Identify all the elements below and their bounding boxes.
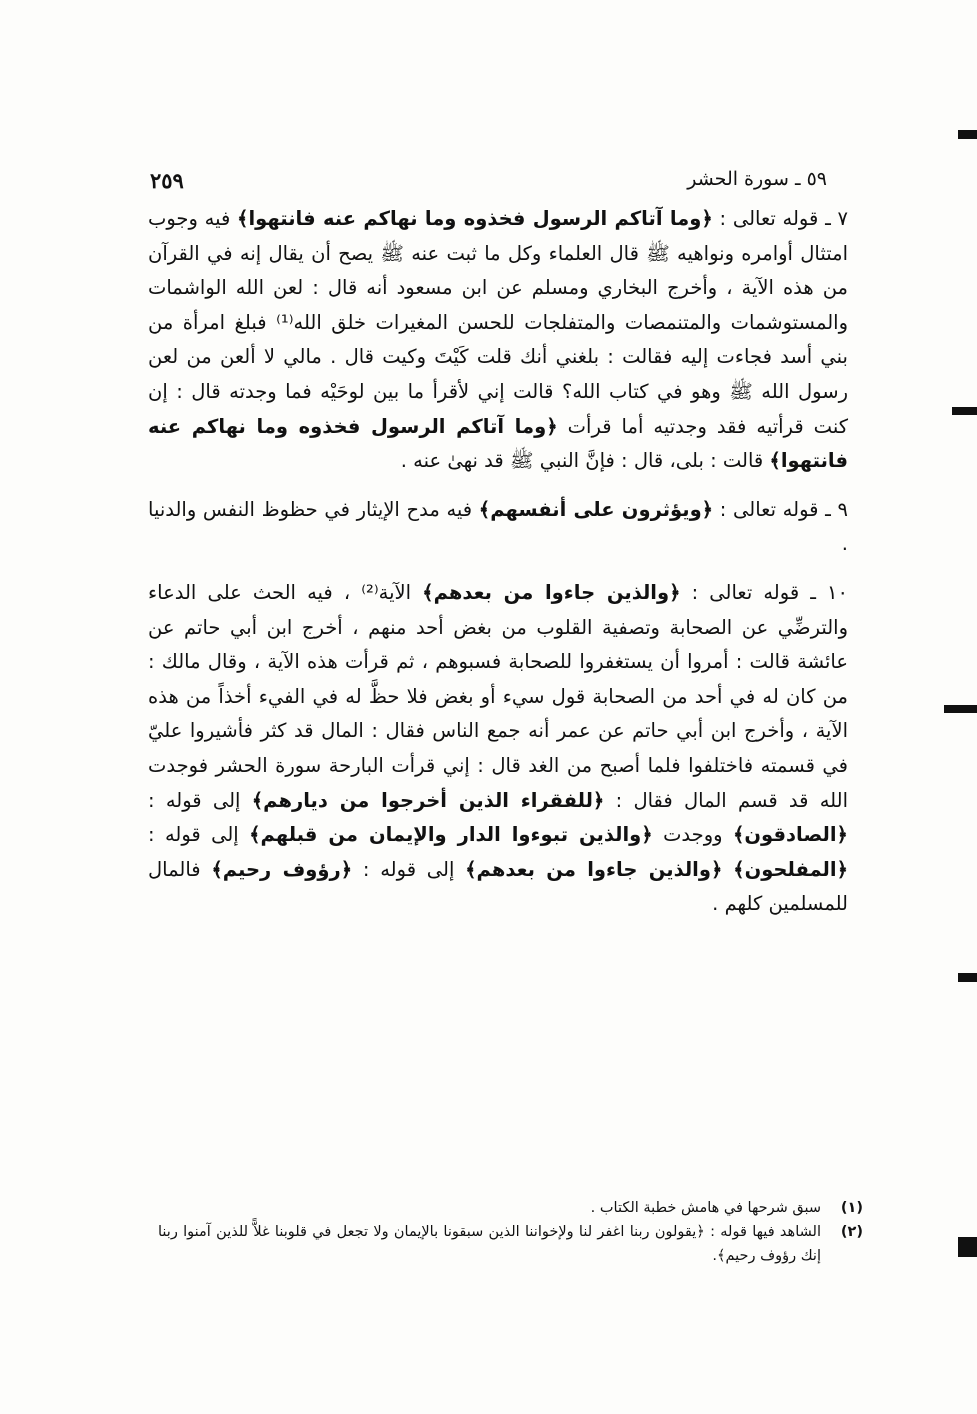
paragraph-text — [722, 858, 733, 881]
page-header — [150, 168, 827, 198]
footnote-number: (٢) — [840, 1224, 863, 1240]
paragraph-text: فيه وجوب امتثال أوامره ونواهيه ﷺ قال العلماء وكل ما ثبت عنه ﷺ يصح أن يقال إنه في القرآن من هذه الآية ، وأخرج البخاري ومسلم عن ابن مسعود أنه قال : لعن الله الواشمات والمستوشمات والمتنمصات والمتفلجات للحسن المغيرات خلق الله⁽¹⁾ فبلغ امرأة من بني أسد فجاءت إليه فقالت : بلغني أنك قلت كَيْتَ وكيت قال . مالي لا ألعن من لعن رسول الله ﷺ وهو في كتاب الله؟ قالت إني لأقرأ ما بين لوحَيْه فما وجدته قال : إن كنت قرأتيه فقد وجدتيه أما قرأت — [148, 207, 848, 438]
paragraph-text: ١٠ ـ قوله تعالى : — [680, 580, 848, 604]
footnotes — [158, 1196, 863, 1268]
footnote-text: سبق شرحها في هامش خطبة الكتاب . — [590, 1200, 821, 1216]
footnote-number: (١) — [840, 1200, 863, 1216]
quran-quote: ﴿وما آتاكم الرسول فخذوه وما نهاكم عنه فانتهوا﴾ — [148, 414, 848, 473]
quran-quote: ﴿والذين تبوءوا الدار والإيمان من قبلهم﴾ — [249, 823, 653, 847]
paragraph-text: الآية⁽²⁾ ، فيه الحث على الدعاء والترضِّي عن الصحابة وتصفية القلوب من بغض أحد منهم ، أخرج ابن أبي حاتم عن عائشة قالت : أمروا أن يستغفروا للصحابة فسبوهم ، ثم قرأت هذه الآية ، وقال مالك : من كان له في أحد من الصحابة قول سيء أو بغض فلا حظَّ له في الفيء أخذاً من هذه الآية ، وأخرج ابن أبي حاتم عن عمر أنه جمع الناس فقال : المال قد كثر فأشيروا عليّ في قسمته فاختلفوا فلما أصبح من الغد قال : إني قرأت البارحة سورة الحشر فوجدت الله قد قسم المال فقال : — [148, 580, 848, 812]
paragraph-text: إلى قوله : — [148, 823, 250, 847]
quran-quote: ﴿ويؤثرون على أنفسهم﴾ — [478, 497, 714, 521]
scan-edge-mark — [958, 1237, 977, 1257]
paragraph-text: إلى قوله : — [352, 857, 466, 881]
quran-quote: ﴿وما آتاكم الرسول فخذوه وما نهاكم عنه فانتهوا﴾ — [237, 207, 713, 230]
scan-edge-mark — [944, 705, 977, 713]
scan-edge-mark — [958, 130, 977, 139]
scan-edge-mark — [952, 407, 977, 415]
paragraph-text: قالت : بلى، قال : فإنَّ النبي ﷺ قد نهىٰ عنه . — [400, 449, 770, 473]
quran-quote: ﴿المفلحون﴾ — [733, 857, 848, 881]
footnote-text: الشاهد فيها قوله : ﴿يقولون ربنا اغفر لنا ولإخواننا الذين سبقونا بالإيمان ولا تجعل في قلوبنا غلاًّ للذين آمنوا ربنا إنك رؤوف رحيم﴾. — [158, 1224, 821, 1264]
paragraph-text: ٩ ـ قوله تعالى : — [713, 497, 849, 521]
chapter-title: ٥٩ ـ سورة الحشر — [687, 168, 827, 190]
paragraph-text: فالمال للمسلمين كلهم . — [148, 857, 848, 916]
paragraph-text: فيه مدح الإيثار في حظوظ النفس والدنيا . — [148, 497, 848, 556]
footnote-2 — [158, 1220, 863, 1268]
quran-quote: ﴿للفقراء الذين أخرجوا من ديارهم﴾ — [251, 788, 605, 812]
quran-quote: ﴿الصادقون﴾ — [732, 823, 848, 847]
body-text — [148, 202, 848, 922]
paragraph-verse-9 — [148, 493, 848, 562]
footnote-1 — [158, 1196, 863, 1220]
scan-edge-mark — [958, 973, 977, 982]
paragraph-text: ٧ ـ قوله تعالى : — [712, 207, 848, 230]
quran-quote: ﴿رؤوف رحيم﴾ — [211, 857, 353, 881]
paragraph-verse-10 — [148, 576, 848, 922]
page-number: ٢٥٩ — [150, 168, 184, 193]
quran-quote: ﴿والذين جاءوا من بعدهم﴾ — [465, 857, 723, 881]
paragraph-text: إلى قوله : — [148, 788, 252, 812]
paragraph-verse-7 — [148, 202, 848, 479]
quran-quote: ﴿والذين جاءوا من بعدهم﴾ — [422, 580, 681, 604]
paragraph-text: ووجدت — [652, 823, 733, 847]
